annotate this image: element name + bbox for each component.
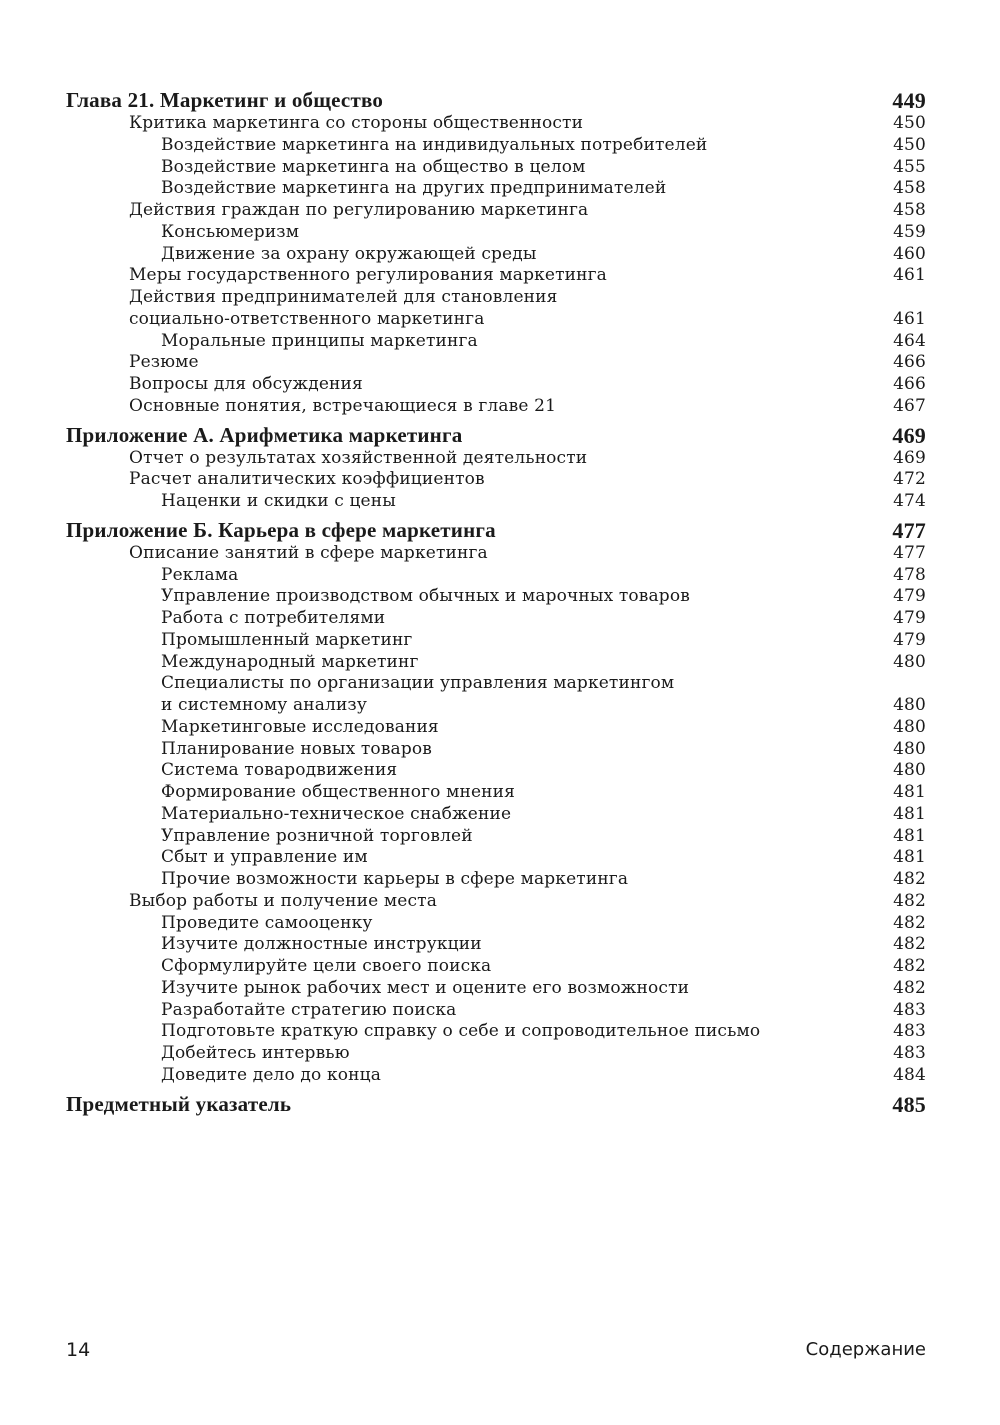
toc-entry-title: Выбор работы и получение места <box>129 890 437 911</box>
toc-entry-title: Промышленный маркетинг <box>161 629 413 650</box>
toc-entry-title: Прочие возможности карьеры в сфере маркетинга <box>161 869 629 889</box>
toc-entry-title: Воздействие маркетинга на других предпринимателей <box>161 178 667 199</box>
toc-entry-page: 461 <box>893 308 926 329</box>
toc-entry-page: 472 <box>893 469 926 490</box>
toc-entry-title: Изучите рынок рабочих мест и оцените его возможности <box>161 977 690 998</box>
toc-entry-title: Маркетинговые исследования <box>161 716 439 737</box>
toc-entry-title: Разработайте стратегию поиска <box>161 999 457 1020</box>
toc-entry-page: 450 <box>893 134 926 155</box>
toc-entry-page: 467 <box>893 395 926 416</box>
toc-entry-title: Планирование новых товаров <box>161 738 432 759</box>
toc-entry-title: Основные понятия, встречающиеся в главе 21 <box>129 395 557 416</box>
toc-entry-page: 477 <box>892 517 926 543</box>
toc-entry-title: Система товародвижения <box>161 760 398 781</box>
toc-entry-title: Воздействие маркетинга на индивидуальных потребителей <box>161 134 708 155</box>
toc-entry-page: 485 <box>892 1091 926 1117</box>
toc-entry-page: 469 <box>892 422 926 448</box>
toc-entry-page: 455 <box>893 156 926 177</box>
toc-entry-page: 469 <box>893 447 926 468</box>
toc-entry-title: Добейтесь интервью <box>161 1043 350 1063</box>
toc-entry-title: Материально-техническое снабжение <box>161 803 512 824</box>
toc-entry-page: 464 <box>893 330 926 351</box>
toc-entry-title: Резюме <box>129 352 199 373</box>
toc-entry-title: Формирование общественного мнения <box>161 782 516 802</box>
toc-entry-page: 459 <box>893 221 926 242</box>
toc-entry-title: Управление производством обычных и марочных товаров <box>161 586 690 607</box>
toc-entry-title: социально-ответственного маркетинга <box>129 308 485 329</box>
toc-entry-page: 483 <box>893 1021 926 1042</box>
toc-entry-title: Международный маркетинг <box>161 651 419 672</box>
toc-entry-title: Подготовьте краткую справку о себе и сопроводительное письмо <box>161 1021 761 1042</box>
toc-entry-page: 477 <box>893 542 926 563</box>
toc-entry-title: Моральные принципы маркетинга <box>161 330 478 351</box>
toc-entry-title: Критика маркетинга со стороны общественности <box>129 113 584 133</box>
toc-entry-page: 466 <box>893 374 926 394</box>
toc-entry-title: Действия предпринимателей для становления <box>129 287 558 307</box>
toc-entry-title: Предметный указатель <box>66 1091 292 1116</box>
toc-entry-title: Меры государственного регулирования маркетинга <box>129 265 607 286</box>
toc-entry-page: 484 <box>893 1064 926 1085</box>
toc-entry-page: 460 <box>893 243 926 264</box>
toc-entry-page: 461 <box>893 265 926 286</box>
toc-entry-page: 482 <box>893 956 926 976</box>
toc-entry-title: Проведите самооценку <box>161 912 373 933</box>
toc-entry-title: Изучите должностные инструкции <box>161 934 482 955</box>
toc-entry-title: Движение за охрану окружающей среды <box>161 243 537 264</box>
toc-entry-page: 482 <box>893 934 926 955</box>
toc-entry-page: 482 <box>893 869 926 889</box>
toc-entry-page: 450 <box>893 113 926 133</box>
toc-entry-page: 480 <box>893 760 926 781</box>
toc-entry-page: 458 <box>893 178 926 199</box>
toc-entry-page: 449 <box>892 88 926 113</box>
toc-entry-page: 481 <box>893 782 926 802</box>
toc-entry-title: Приложение Б. Карьера в сфере маркетинга <box>66 517 496 542</box>
toc-entry-page: 479 <box>893 586 926 607</box>
toc-entry-page: 474 <box>893 491 926 511</box>
toc-entry-page: 483 <box>893 999 926 1020</box>
toc-entry-page: 480 <box>893 716 926 737</box>
toc-entry-page: 482 <box>893 890 926 911</box>
toc-entry-page: 482 <box>893 977 926 998</box>
toc-entry-page: 481 <box>893 825 926 846</box>
toc-entry-page: 458 <box>893 200 926 220</box>
toc-entry-page: 482 <box>893 912 926 933</box>
toc-entry-page: 479 <box>893 629 926 650</box>
toc-entry-page: 478 <box>893 564 926 585</box>
toc-entry-page: 480 <box>893 651 926 672</box>
toc-entry-page: 483 <box>893 1043 926 1063</box>
toc-entry-title: Воздействие маркетинга на общество в целом <box>161 156 586 177</box>
toc-entry-title: Реклама <box>161 564 239 585</box>
toc-entry-page: 481 <box>893 803 926 824</box>
toc-entry-title: Консьюмеризм <box>161 221 300 242</box>
toc-entry-title: Управление розничной торговлей <box>161 825 473 846</box>
toc-entry-page: 480 <box>893 695 926 715</box>
toc-entry-title: Работа с потребителями <box>161 608 386 628</box>
toc-entry-title: Действия граждан по регулированию маркетинга <box>129 200 589 220</box>
toc-entry-title: Вопросы для обсуждения <box>129 374 363 394</box>
toc-entry-title: Приложение А. Арифметика маркетинга <box>66 422 463 447</box>
toc-entry-title: Глава 21. Маркетинг и общество <box>66 88 384 112</box>
toc-entry-page: 480 <box>893 738 926 759</box>
toc-entry-title: Описание занятий в сфере маркетинга <box>129 542 488 563</box>
toc-entry-page: 481 <box>893 847 926 868</box>
toc-entry-title: Расчет аналитических коэффициентов <box>129 469 485 490</box>
running-footer-title: Содержание <box>805 1339 926 1360</box>
page-number: 14 <box>66 1339 91 1361</box>
toc-entry-page: 479 <box>893 608 926 628</box>
toc-entry-title: Специалисты по организации управления маркетингом <box>161 673 675 694</box>
toc-entry-title: и системному анализу <box>161 695 367 715</box>
toc-entry-title: Отчет о результатах хозяйственной деятельности <box>129 447 588 468</box>
toc-entry-page: 466 <box>893 352 926 373</box>
toc-entry-title: Наценки и скидки с цены <box>161 491 396 511</box>
toc-entry-title: Сформулируйте цели своего поиска <box>161 956 492 976</box>
toc-entry-title: Сбыт и управление им <box>161 847 368 868</box>
toc-entry-title: Доведите дело до конца <box>161 1064 381 1085</box>
